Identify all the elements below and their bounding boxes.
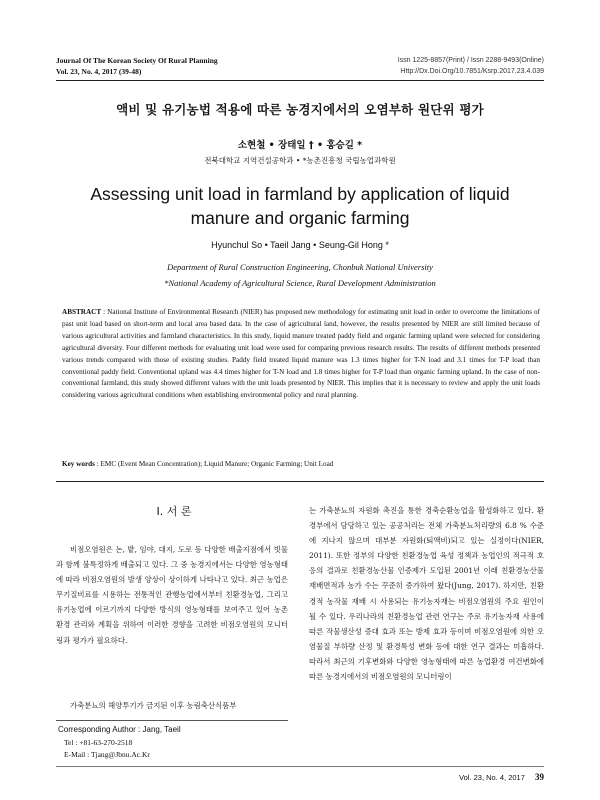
korean-affiliation: 전북대학교 지역건설공학과 • *농촌진흥청 국립농업과학원 (204, 156, 396, 165)
body-right-column: 는 가축분뇨의 자원화 촉진을 통한 경축순환농업을 활성화하고 있다. 환경부에서 담당하고 있는 공공처리는 전체 가축분뇨처리량의 6.8 % 수준에 지나지 않으며 대부분 자원화(퇴액비)되고 있는 실정이다(NIER, 2011). 또한 정부의 다양한 친환경농업 육성 정책과 농업인의 적극적 호응의 결과로 친환경농산물 인증제가 도입된 2001년 이래 친환경농산물 재배면적과 농가 수는 꾸준히 증가하여 왔다(Jung, 2017). 하지만, 친환경적 농작물 재배 시 사용되는 유기농자재는 비점오염원의 주요 원인이 될 수 있다. 우리나라의 친환경농업 관련 연구는 주로 유기농자재 사용에 따른 작물생산성 증대 효과 또는 방제 효과 등이며 비점오염원에 의한 오염물질 부하량 산정 및 환경특성 변화 등에 대한 연구 결과는 미흡하다. 따라서 최근의 기후변화와 다양한 영농형태에 따른 농업환경 여건변화에 따른 농경지에서의 비점오염원의 모니터링이 (309, 506, 544, 682)
footnote-divider (56, 720, 288, 721)
english-affiliation-1: Department of Rural Construction Engineering, Chonbuk National University (167, 262, 433, 272)
header-divider (56, 80, 544, 81)
abstract-text: : National Institute of Environmental Research (NIER) has proposed new methodology for estimating unit load in order to overcome the limitations of past unit load based on short-term and local area based data. In the case of agricultural land, however, the results presented by NIER are still limited because of various agricultural activities and farmland characteristics. In this study, liquid manure treated paddy field and organic farming upland were selected for considering agricultural diversity. Four different methods for evaluating unit load were used for comparing previous research results. The results of different methods presented various trends compared with those of existing studies. Paddy field treated liquid manure was 1.3 times higher for T-N load and 3.1 times for T-P load than conventional paddy field. Conventional upland was 4.4 times higher for T-N load and 1.8 times higher for T-P load than organic farming upland. In the case of non-conventional farmland, this study showed different values with the unit loads presented by NIER. This implies that it is necessary to review and apply the unit loads considering various agricultural conditions when establishing environmental policy and rural planning. (62, 308, 541, 400)
issn-text: Issn 1225-8857(Print) / Issn 2288-9493(Online) (397, 57, 544, 64)
page-number: 39 (535, 772, 544, 782)
page-footer (459, 772, 544, 782)
body-left-paragraph-1: 비점오염원은 논, 밭, 임야, 대지, 도로 등 다양한 배출지점에서 빗물과 함께 불특정하게 배출되고 있다. 그 중 농경지에서는 다양한 영농형태에 따라 비점오염원의 발생 양상이 상이하게 나타나고 있다. 최근 농업은 무기질비료를 시용하는 전통적인 관행농업에서부터 친환경농업, 그리고 유기농업에 이르기까지 다양한 방식의 영농형태를 보여주고 있어 농촌 환경 관리와 계획을 위하여 이러한 경향을 고려한 비점오염원의 모니터링과 평가가 필요하다. (56, 545, 288, 645)
korean-authors: 소현철 • 장태일 † • 홍승길 * (237, 140, 363, 151)
section-heading: I. 서 론 (156, 505, 192, 518)
english-affiliation-2: *National Academy of Agricultural Science, Rural Development Administration (164, 278, 436, 288)
journal-volume: Vol. 23, No. 4, 2017 (39-48) (56, 67, 142, 76)
footer-divider (56, 766, 544, 767)
corresponding-author: Corresponding Author : Jang, Taeil (58, 725, 181, 734)
keywords (62, 460, 540, 468)
author-email[interactable]: E-Mail : Tjang@Jbnu.Ac.Kr (64, 750, 150, 759)
keywords-divider (56, 481, 544, 482)
doi-link[interactable]: Http://Dx.Doi.Org/10.7851/Ksrp.2017.23.4.039 (400, 68, 544, 75)
footnote (58, 724, 181, 762)
english-authors: Hyunchul So • Taeil Jang • Seung-Gil Hong * (211, 240, 389, 250)
issn-doi-block (398, 55, 544, 77)
abstract-label: ABSTRACT (62, 308, 102, 316)
keywords-text: : EMC (Event Mean Concentration); Liquid Manure; Organic Farming; Unit Load (96, 460, 334, 468)
journal-name: Journal Of The Korean Society Of Rural Planning (56, 56, 218, 65)
korean-title: 액비 및 유기농법 적용에 따른 농경지에서의 오염부하 원단위 평가 (116, 102, 484, 117)
body-left-paragraph-2: 가축분뇨의 해양투기가 금지된 이후 농림축산식품부 (70, 701, 237, 710)
keywords-label: Key words (62, 460, 95, 468)
footer-issue: Vol. 23, No. 4, 2017 (459, 773, 525, 782)
journal-info (56, 55, 218, 77)
english-title: Assessing unit load in farmland by application of liquid manure and organic farming (90, 184, 510, 228)
author-tel: Tel : +81-63-270-2518 (64, 737, 133, 747)
abstract (62, 307, 540, 402)
